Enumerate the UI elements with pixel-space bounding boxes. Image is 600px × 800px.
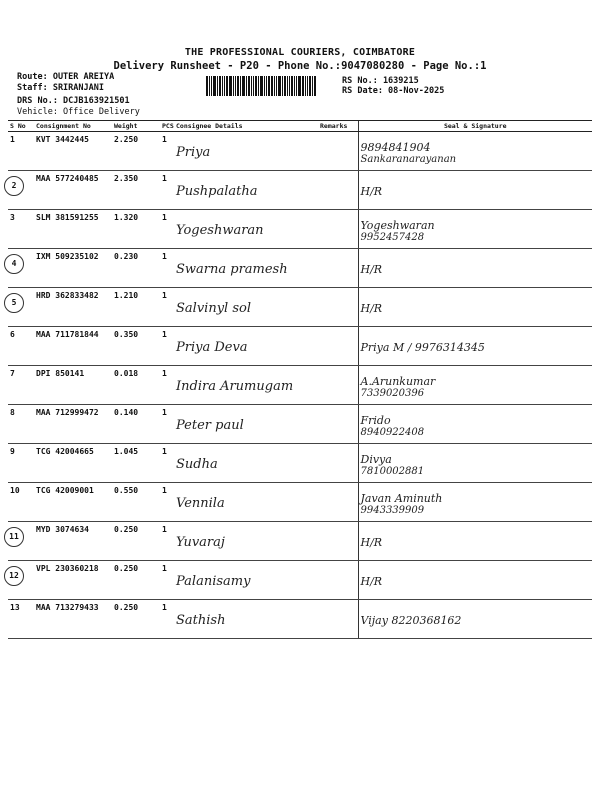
row-signature [358, 444, 592, 483]
row-pcs: 1 [160, 249, 174, 288]
signature-line-2: Sankaranarayanan [360, 153, 457, 165]
row-consignment: DPI 850141 [34, 366, 112, 405]
row-consignee: Yogeshwaran [174, 210, 318, 249]
barcode-bar [274, 76, 275, 96]
barcode-bar [246, 76, 247, 96]
row-weight: 0.140 [112, 405, 160, 444]
col-consignment: Consignment No [34, 121, 112, 132]
barcode-bar [314, 76, 316, 96]
row-pcs: 1 [160, 210, 174, 249]
row-consignment: HRD 362833482 [34, 288, 112, 327]
row-weight: 1.210 [112, 288, 160, 327]
sno-text: 9 [10, 447, 15, 456]
table-row [8, 327, 592, 366]
row-weight: 0.350 [112, 327, 160, 366]
barcode-bar [298, 76, 301, 96]
row-sno [8, 366, 34, 405]
barcode-bar [222, 76, 223, 96]
circled-sno: 4 [4, 254, 24, 274]
row-sno [8, 483, 34, 522]
signature-line-1: H/R [360, 536, 383, 549]
signature-line-1: H/R [360, 185, 383, 198]
barcode-bar [248, 76, 250, 96]
row-consignment: MYD 3074634 [34, 522, 112, 561]
row-weight: 1.045 [112, 444, 160, 483]
barcode-bar [294, 76, 295, 96]
row-pcs: 1 [160, 171, 174, 210]
table-row [8, 405, 592, 444]
row-signature [358, 366, 592, 405]
row-signature [358, 561, 592, 600]
row-consignee: Vennila [174, 483, 318, 522]
col-remarks: Remarks [318, 121, 358, 132]
signature-line-2: 7339020396 [360, 387, 425, 399]
signature-line-1: A.Arunkumar [360, 374, 436, 388]
row-weight: 0.550 [112, 483, 160, 522]
row-signature [358, 522, 592, 561]
row-sno [8, 600, 34, 639]
barcode-bar [260, 76, 263, 96]
row-remarks [318, 288, 358, 327]
barcode-bar [226, 76, 228, 96]
col-pcs: PCS [162, 122, 174, 130]
sno-text: 1 [10, 135, 15, 144]
row-sno [8, 249, 34, 288]
barcode-bar [217, 76, 218, 96]
row-consignment: SLM 381591255 [34, 210, 112, 249]
barcode-bar [219, 76, 221, 96]
barcode-bar [258, 76, 259, 96]
barcode-bar [291, 76, 293, 96]
row-remarks [318, 249, 358, 288]
table-row [8, 132, 592, 171]
barcode-bar [296, 76, 297, 96]
row-signature [358, 600, 592, 639]
row-remarks [318, 600, 358, 639]
row-remarks [318, 405, 358, 444]
signature-line-1: H/R [360, 575, 383, 588]
row-consignment: MAA 712999472 [34, 405, 112, 444]
barcode-bar [229, 76, 232, 96]
row-consignment: VPL 230360218 [34, 561, 112, 600]
row-signature [358, 405, 592, 444]
signature-line-2: 9943339909 [360, 504, 425, 516]
signature-line-1: Divya [360, 452, 392, 466]
signature-line-1: Priya M / 9976314345 [360, 341, 485, 354]
row-sno [8, 288, 34, 327]
table-row [8, 561, 592, 600]
barcode-bar [287, 76, 288, 96]
drs-number: DRS No.: DCJB163921501 [17, 96, 130, 106]
row-consignment: TCG 42004665 [34, 444, 112, 483]
table-row [8, 249, 592, 288]
row-consignee: Pushpalatha [174, 171, 318, 210]
barcode-bar [264, 76, 265, 96]
row-pcs: 1 [160, 561, 174, 600]
sno-text: 6 [10, 330, 15, 339]
barcode-bar [268, 76, 270, 96]
row-signature [358, 327, 592, 366]
row-remarks [318, 561, 358, 600]
signature-line-1: Frido [360, 413, 391, 427]
barcode-bar [266, 76, 267, 96]
row-weight: 2.250 [112, 132, 160, 171]
barcode-bar [211, 76, 212, 96]
row-pcs: 1 [160, 405, 174, 444]
barcode-bar [284, 76, 286, 96]
col-weight: Weight [112, 121, 160, 132]
circled-sno: 5 [4, 293, 24, 313]
barcode-bar [271, 76, 273, 96]
barcode-bar [237, 76, 239, 96]
row-remarks [318, 444, 358, 483]
sno-text: 3 [10, 213, 15, 222]
row-pcs: 1 [160, 366, 174, 405]
company-name: THE PROFESSIONAL COURIERS, COIMBATORE [184, 47, 416, 58]
barcode-bar [255, 76, 257, 96]
row-sno [8, 327, 34, 366]
row-signature [358, 210, 592, 249]
barcode-bar [307, 76, 308, 96]
barcode-bar [276, 76, 277, 96]
table-row [8, 171, 592, 210]
signature-line-1: Vijay 8220368162 [360, 614, 462, 627]
row-sno [8, 210, 34, 249]
sno-text: 7 [10, 369, 15, 378]
signature-line-1: H/R [360, 263, 383, 276]
row-consignment: MAA 577240485 [34, 171, 112, 210]
row-consignee: Yuvaraj [174, 522, 318, 561]
row-remarks [318, 171, 358, 210]
row-remarks [318, 210, 358, 249]
barcode-icon [206, 76, 336, 96]
row-signature [358, 132, 592, 171]
row-remarks [318, 327, 358, 366]
table-row [8, 288, 592, 327]
vehicle-label: Vehicle: Office Delivery [17, 107, 140, 117]
row-signature [358, 288, 592, 327]
row-remarks [318, 522, 358, 561]
barcode-bar [233, 76, 234, 96]
barcode-bar [224, 76, 225, 96]
row-remarks [318, 483, 358, 522]
barcode-bar [309, 76, 311, 96]
runsheet-subtitle: Delivery Runsheet - P20 - Phone No.:9047080280 - Page No.:1 [113, 60, 487, 72]
barcode-bar [289, 76, 290, 96]
barcode-bar [278, 76, 281, 96]
row-signature [358, 249, 592, 288]
rs-date: RS Date: 08-Nov-2025 [342, 86, 445, 96]
table-row [8, 210, 592, 249]
circled-sno: 11 [4, 527, 24, 547]
col-consignee: Consignee Details [174, 121, 318, 132]
row-weight: 0.250 [112, 561, 160, 600]
row-weight: 1.320 [112, 210, 160, 249]
row-pcs: 1 [160, 483, 174, 522]
signature-line-1: Javan Aminuth [360, 491, 443, 505]
signature-line-2: 7810002881 [360, 465, 425, 477]
row-consignee: Sudha [174, 444, 318, 483]
table-row [8, 366, 592, 405]
barcode-bar [312, 76, 313, 96]
row-consignment: MAA 711781844 [34, 327, 112, 366]
circled-sno: 2 [4, 176, 24, 196]
table-header-row [8, 121, 592, 132]
table-row [8, 600, 592, 639]
row-pcs: 1 [160, 444, 174, 483]
barcode-bar [206, 76, 208, 96]
row-pcs: 1 [160, 288, 174, 327]
barcode-bar [253, 76, 254, 96]
row-consignee: Palanisamy [174, 561, 318, 600]
row-pcs: 1 [160, 132, 174, 171]
sno-text: 10 [10, 486, 20, 495]
col-seal: Seal & Signature [358, 121, 592, 132]
row-consignee: Priya [174, 132, 318, 171]
row-sno [8, 171, 34, 210]
table-row [8, 444, 592, 483]
route-label: Route: OUTER AREIYA [17, 72, 115, 82]
row-consignment: IXM 509235102 [34, 249, 112, 288]
signature-line-1: 9894841904 [360, 140, 431, 154]
row-consignee: Indira Arumugam [174, 366, 318, 405]
row-consignee: Salvinyl sol [174, 288, 318, 327]
row-consignment: MAA 713279433 [34, 600, 112, 639]
barcode-bar [251, 76, 252, 96]
row-sno [8, 522, 34, 561]
barcode-bar [305, 76, 306, 96]
row-signature [358, 483, 592, 522]
row-weight: 0.018 [112, 366, 160, 405]
barcode-bar [235, 76, 236, 96]
row-consignee: Sathish [174, 600, 318, 639]
sno-text: 13 [10, 603, 20, 612]
row-pcs: 1 [160, 600, 174, 639]
row-sno [8, 132, 34, 171]
col-sno: S No [8, 121, 34, 132]
row-weight: 0.230 [112, 249, 160, 288]
rs-number: RS No.: 1639215 [342, 76, 419, 86]
signature-line-1: H/R [360, 302, 383, 315]
row-consignment: KVT 3442445 [34, 132, 112, 171]
signature-line-2: 9952457428 [360, 231, 425, 243]
barcode-bar [213, 76, 216, 96]
row-weight: 0.250 [112, 600, 160, 639]
row-sno [8, 405, 34, 444]
row-remarks [318, 132, 358, 171]
row-remarks [318, 366, 358, 405]
barcode-bar [302, 76, 304, 96]
row-pcs: 1 [160, 327, 174, 366]
row-consignment: TCG 42009001 [34, 483, 112, 522]
row-consignee: Swarna pramesh [174, 249, 318, 288]
barcode-bar [240, 76, 241, 96]
barcode-bar [282, 76, 283, 96]
barcode-bar [242, 76, 245, 96]
signature-line-2: 8940922408 [360, 426, 425, 438]
barcode-bar [209, 76, 210, 96]
table-row [8, 483, 592, 522]
staff-label: Staff: SRIRANJANI [17, 83, 104, 93]
sno-text: 8 [10, 408, 15, 417]
circled-sno: 12 [4, 566, 24, 586]
table-row [8, 522, 592, 561]
row-weight: 0.250 [112, 522, 160, 561]
row-consignee: Priya Deva [174, 327, 318, 366]
row-consignee: Peter paul [174, 405, 318, 444]
row-weight: 2.350 [112, 171, 160, 210]
row-sno [8, 444, 34, 483]
signature-line-1: Yogeshwaran [360, 218, 435, 232]
row-signature [358, 171, 592, 210]
delivery-table [8, 120, 592, 639]
row-sno [8, 561, 34, 600]
row-pcs: 1 [160, 522, 174, 561]
